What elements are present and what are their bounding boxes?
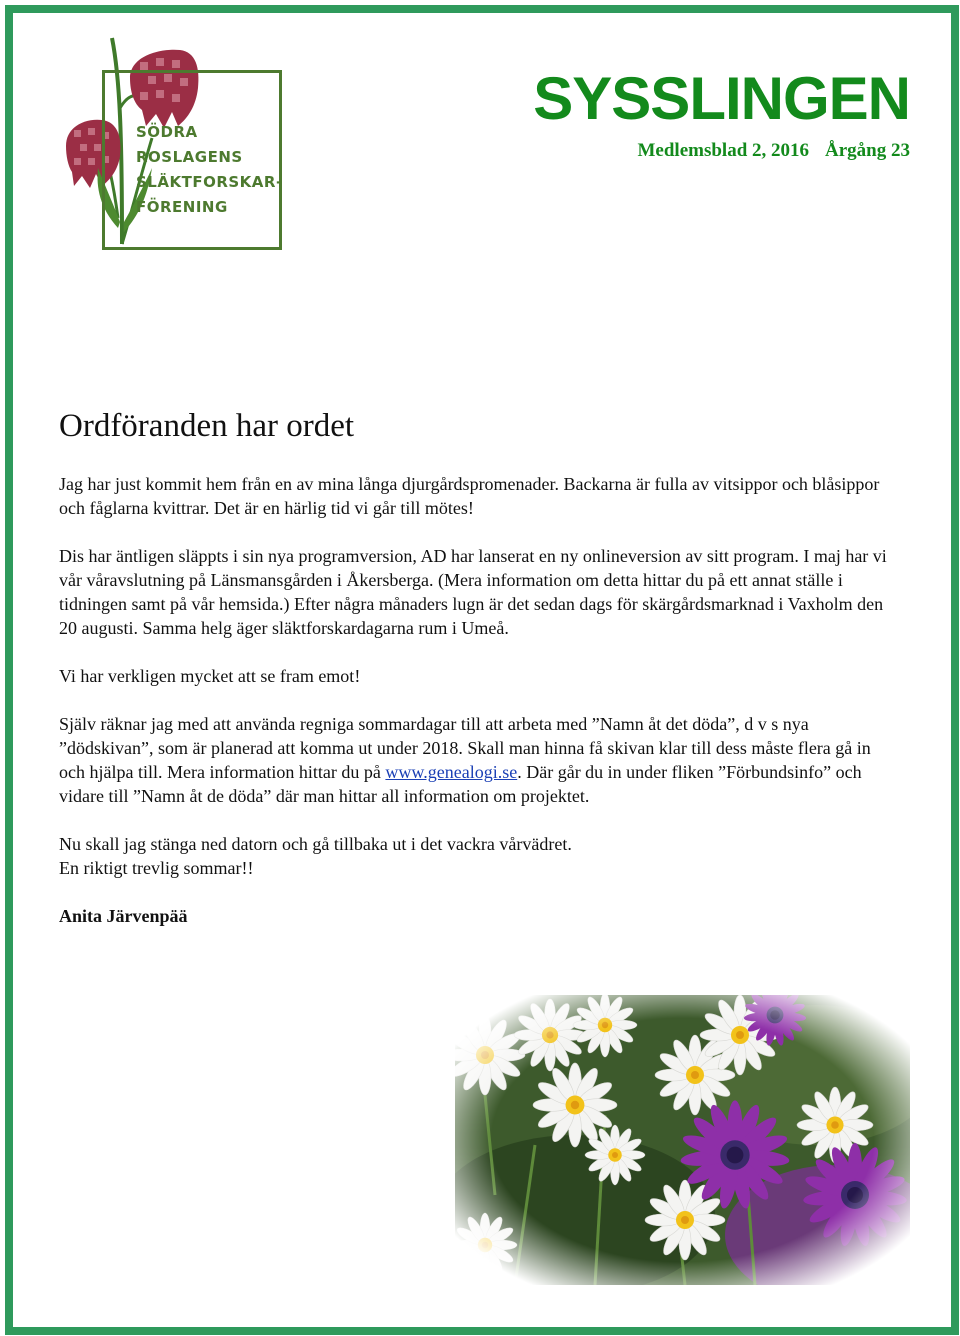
paragraph-text: . Där går du in under fliken ”Förbundsinfo” och vidare till ”Namn åt de döda” där man hittar all information om projektet. xyxy=(59,762,862,806)
newsletter-title: SYSSLINGEN xyxy=(533,65,910,132)
paragraph xyxy=(59,712,901,808)
issue-line xyxy=(533,140,910,162)
volume-number: Årgång 23 xyxy=(825,140,910,161)
signature: Anita Järvenpää xyxy=(59,906,188,926)
issue-number: Medlemsblad 2, 2016 xyxy=(637,140,810,161)
logo-text xyxy=(136,120,296,220)
logo-line: FÖRENING xyxy=(136,198,228,216)
paragraph-line: Nu skall jag stänga ned datorn och gå tillbaka ut i det vackra vårvädret. xyxy=(59,834,572,854)
paragraph xyxy=(59,832,901,880)
article-heading: Ordföranden har ordet xyxy=(59,408,355,444)
paragraph-line: En riktigt trevlig sommar!! xyxy=(59,858,254,878)
daisy-flowers-photo xyxy=(455,995,910,1285)
paragraph: Vi har verkligen mycket att se fram emot! xyxy=(59,666,361,686)
genealogi-link[interactable]: www.genealogi.se xyxy=(385,762,518,782)
logo-line: ROSLAGENS xyxy=(136,148,243,166)
masthead xyxy=(533,66,910,162)
article xyxy=(59,404,901,952)
logo-line: SÖDRA xyxy=(136,123,198,141)
paragraph-text: Själv räknar jag med att använda regniga sommardagar till att arbeta med ”Namn åt det döda”, d v s nya ”dödskivan”, som är planerad att komma ut under 2018. Skall man hinna få skivan klar till dess måste flera gå in och hjälpa till. Mera information hittar du på xyxy=(59,714,871,782)
paragraph: Jag har just kommit hem från en av mina långa djurgårdspromenader. Backarna är fulla av vitsippor och blåsippor och fåglarna kvittrar. Det är en härlig tid vi går till mötes! xyxy=(59,474,880,518)
paragraph: Dis har äntligen släppts i sin nya programversion, AD har lanserat en ny onlineversion av sitt program. I maj har vi vår våravslutning på Länsmansgården i Åkersberga. (Mera information om detta hittar du på ett annat ställe i tidningen samt på vår hemsida.) Efter några månaders lugn är det sedan dags för skärgårdsmarknad i Vaxholm den 20 augusti. Samma helg äger släktforskardagarna rum i Umeå. xyxy=(59,546,887,638)
logo-line: SLÄKTFORSKAR- xyxy=(136,173,283,191)
society-logo xyxy=(60,18,292,258)
